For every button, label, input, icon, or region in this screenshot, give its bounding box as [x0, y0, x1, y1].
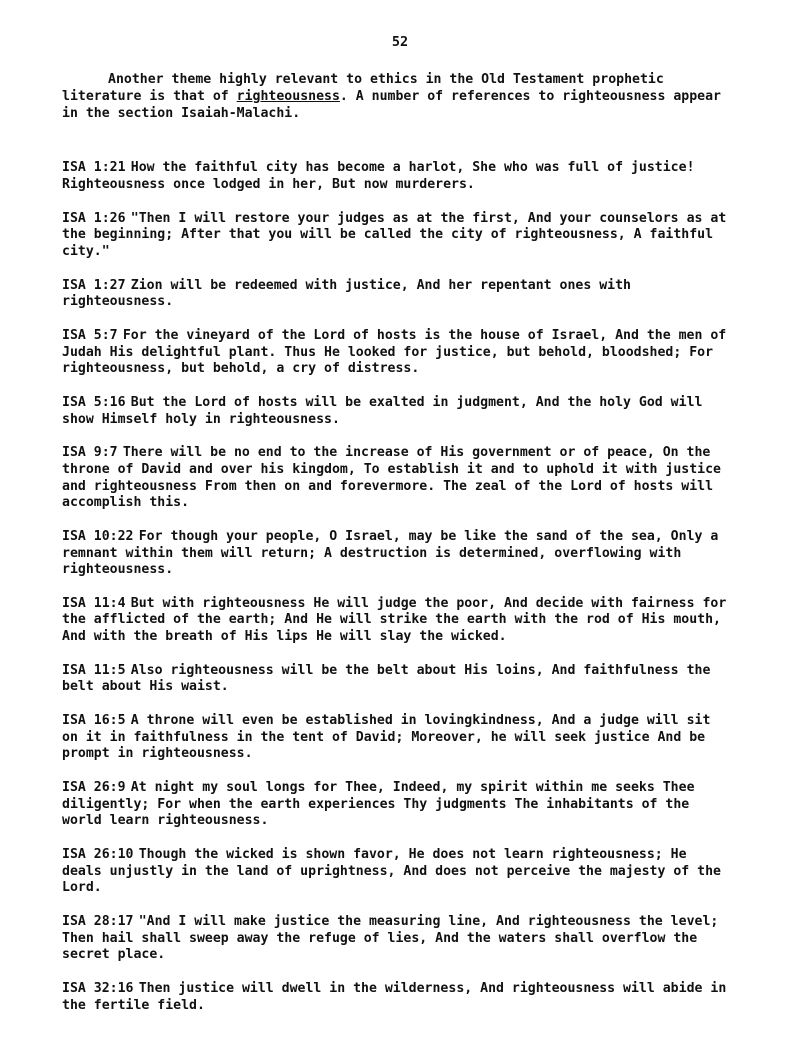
intro-emphasis: righteousness [236, 88, 340, 104]
intro-text-after: . A number of references to righteousness appear in the section Isaiah-Malachi. [62, 88, 721, 121]
verse-reference: ISA 28:17 [62, 913, 134, 929]
verse-text: For though your people, O Israel, may be like the sand of the sea, Only a remnant within them will return; A destruction is determined, overflowing with righteousness. [62, 528, 719, 578]
verse-entry [62, 596, 734, 646]
verse-entry [62, 160, 734, 194]
verse-reference: ISA 1:26 [62, 210, 126, 226]
verse-entry [62, 914, 734, 964]
verse-entry [62, 663, 734, 697]
verse-text: A throne will even be established in lovingkindness, And a judge will sit on it in faithfulness in the tent of David; Moreover, he will seek justice And be prompt in righteousness. [62, 712, 711, 762]
verse-text: At night my soul longs for Thee, Indeed, my spirit within me seeks Thee diligently; For when the earth experiences Thy judgments The inhabitants of the world learn righteousness. [62, 779, 695, 829]
verse-text: "Then I will restore your judges as at the first, And your counselors as at the beginning; After that you will be called the city of righteousness, A faithful city." [62, 210, 727, 260]
page-number: 52 [391, 34, 409, 50]
verse-entry [62, 529, 734, 579]
verse-text: Then justice will dwell in the wilderness, And righteousness will abide in the fertile field. [62, 980, 727, 1013]
verse-reference: ISA 1:27 [62, 277, 126, 293]
verse-reference: ISA 5:16 [62, 394, 126, 410]
verse-reference: ISA 11:5 [62, 662, 126, 678]
intro-paragraph [62, 72, 734, 122]
verse-entry [62, 445, 734, 512]
verse-entry [62, 981, 734, 1015]
verse-reference: ISA 10:22 [62, 528, 134, 544]
verse-text: Though the wicked is shown favor, He does not learn righteousness; He deals unjustly in the land of uprightness, And does not perceive the majesty of the Lord. [62, 846, 721, 896]
verse-reference: ISA 11:4 [62, 595, 126, 611]
verse-text: But with righteousness He will judge the poor, And decide with fairness for the afflicted of the earth; And He will strike the earth with the rod of His mouth, And with the breath of His lips He will slay the wicked. [62, 595, 727, 645]
document-body [62, 72, 734, 1031]
verse-entry [62, 780, 734, 830]
verse-text: For the vineyard of the Lord of hosts is the house of Israel, And the men of Judah His delightful plant. Thus He looked for justice, but behold, bloodshed; For righteousness, but behold, a cry of distress. [62, 327, 727, 377]
verse-reference: ISA 32:16 [62, 980, 134, 996]
verse-list [62, 160, 734, 1014]
verse-text: But the Lord of hosts will be exalted in judgment, And the holy God will show Himself holy in righteousness. [62, 394, 703, 427]
verse-entry [62, 395, 734, 429]
verse-reference: ISA 9:7 [62, 444, 118, 460]
verse-text: "And I will make justice the measuring line, And righteousness the level; Then hail shall sweep away the refuge of lies, And the waters shall overflow the secret place. [62, 913, 719, 963]
verse-entry [62, 211, 734, 261]
verse-reference: ISA 1:21 [62, 160, 126, 176]
verse-reference: ISA 26:10 [62, 846, 134, 862]
verse-text: Zion will be redeemed with justice, And her repentant ones with righteousness. [62, 277, 631, 310]
verse-text: Also righteousness will be the belt about His loins, And faithfulness the belt about His waist. [62, 662, 711, 695]
verse-entry [62, 328, 734, 378]
verse-reference: ISA 26:9 [62, 779, 126, 795]
verse-entry [62, 713, 734, 763]
verse-entry [62, 278, 734, 312]
intro-text-before: Another theme highly relevant to ethics in the Old Testament prophetic literature is that of [62, 72, 664, 104]
verse-reference: ISA 5:7 [62, 327, 118, 343]
verse-text: How the faithful city has become a harlot, She who was full of justice! Righteousness once lodged in her, But now murderers. [62, 160, 695, 193]
verse-reference: ISA 16:5 [62, 712, 126, 728]
verse-text: There will be no end to the increase of His government or of peace, On the throne of David and over his kingdom, To establish it and to uphold it with justice and righteousness From then on and forevermore. The zeal of the Lord of hosts will accomplish this. [62, 444, 721, 511]
verse-entry [62, 847, 734, 897]
